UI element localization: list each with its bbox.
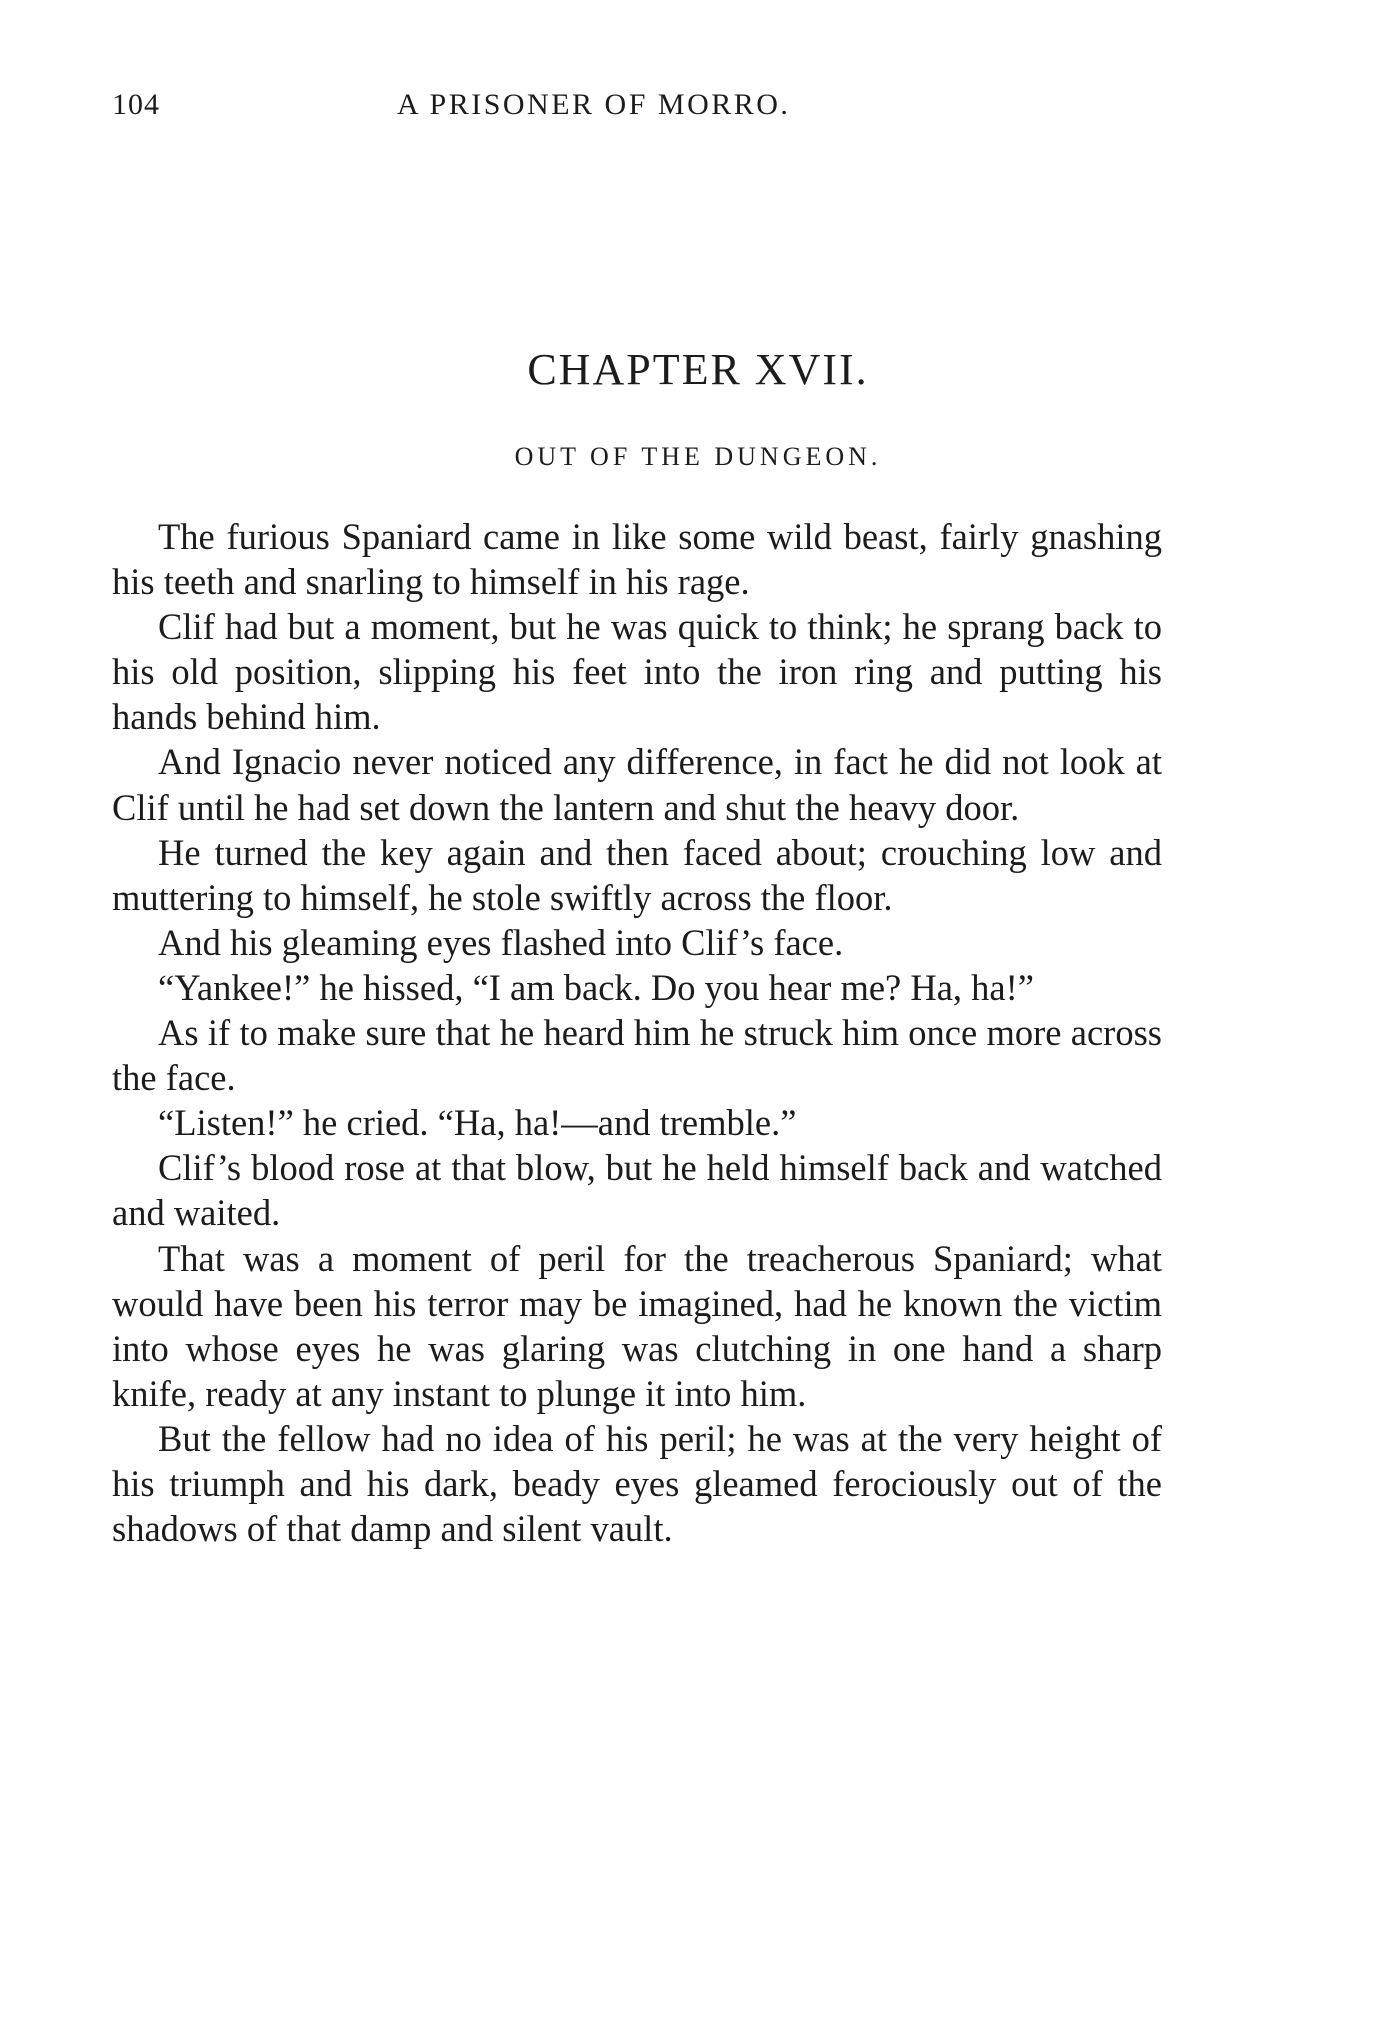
running-title: A PRISONER OF MORRO.	[397, 88, 791, 121]
chapter-title: OUT OF THE DUNGEON.	[514, 442, 882, 471]
chapter-heading: CHAPTER XVII.	[527, 345, 869, 394]
paragraph: And his gleaming eyes flashed into Clif’s face.	[158, 921, 844, 963]
running-head	[112, 88, 1162, 138]
paragraph: Clif’s blood rose at that blow, but he held himself back and watched and waited.	[112, 1147, 1162, 1234]
paragraph: As if to make sure that he heard him he struck him once more across the face.	[112, 1012, 1162, 1099]
page-number: 104	[112, 88, 160, 121]
body-text	[112, 514, 1162, 1551]
paragraph: The furious Spaniard came in like some wild beast, fairly gnashing his teeth and snarling to himself in his rage.	[112, 516, 1162, 603]
paragraph: Clif had but a moment, but he was quick to think; he sprang back to his old position, slipping his feet into the iron ring and putting his hands behind him.	[112, 606, 1162, 738]
paragraph: He turned the key again and then faced about; crouching low and muttering to himself, he stole swiftly across the floor.	[112, 831, 1162, 918]
paragraph: “Listen!” he cried. “Ha, ha!—and tremble.”	[158, 1102, 797, 1144]
paragraph: “Yankee!” he hissed, “I am back. Do you hear me? Ha, ha!”	[158, 966, 1034, 1008]
paragraph: That was a moment of peril for the treacherous Spaniard; what would have been his terror may be imagined, had he known the victim into whose eyes he was glaring was clutching in one hand a sharp knife, ready at any instant to plunge it into him.	[112, 1237, 1162, 1414]
paragraph: And Ignacio never noticed any difference, in fact he did not look at Clif until he had set down the lantern and shut the heavy door.	[112, 741, 1162, 828]
paragraph: But the fellow had no idea of his peril; he was at the very height of his triumph and his dark, beady eyes gleamed ferociously out of the shadows of that damp and silent vault.	[112, 1417, 1162, 1550]
